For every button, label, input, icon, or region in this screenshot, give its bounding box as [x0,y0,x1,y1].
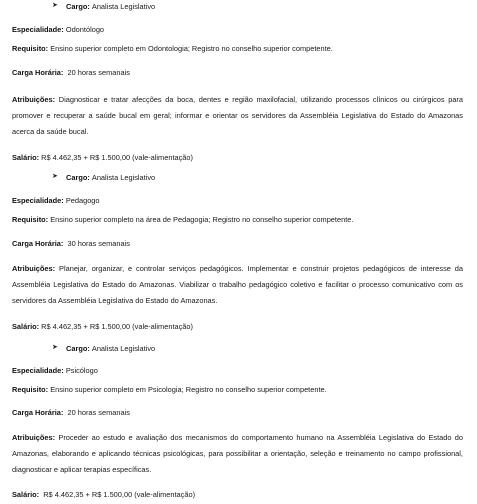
carga-label: Carga Horária: [12,408,64,417]
carga-value: 30 horas semanais [67,239,130,248]
carga-line [12,408,463,417]
cargo-label: Cargo: [66,173,90,182]
cargo-heading [52,2,155,11]
salario-value: R$ 4.462,35 + R$ 1.500,00 (vale-alimentação) [41,153,193,162]
salario-line [12,322,463,331]
especialidade-value: Pedagogo [65,196,100,205]
cargo-value: Analista Legislativo [91,2,156,11]
cargo-heading [52,344,155,353]
atribuicoes-paragraph [12,430,463,478]
atribuicoes-value: Planejar, organizar, e controlar serviços pedagógicos. Implementar e construir projetos pedagógicos de interesse da Assembléia Legislativa do Estado do Amazonas. Viabilizar o trabalho pedagógico coletivo e facilitar o processo comunicativo com os servidores da Assembléia Legislativa do Estado do Amazonas. [12,264,463,305]
cargo-label: Cargo: [66,344,90,353]
requisito-label: Requisito: [12,44,49,53]
requisito-value: Ensino superior completo em Odontologia; Registro no conselho superior competente. [50,44,333,53]
arrowhead-bullet-icon: ➤ [52,2,58,10]
requisito-line [12,215,463,224]
atribuicoes-label: Atribuições: [12,264,56,273]
cargo-value: Analista Legislativo [91,173,156,182]
arrowhead-bullet-icon: ➤ [52,173,58,181]
especialidade-line [12,25,463,34]
especialidade-value: Odontólogo [65,25,105,34]
carga-label: Carga Horária: [12,239,64,248]
carga-value: 20 horas semanais [67,68,130,77]
salario-label: Salário: [12,322,40,331]
carga-line [12,68,463,77]
salario-label: Salário: [12,490,40,499]
requisito-label: Requisito: [12,215,49,224]
atribuicoes-value: Proceder ao estudo e avaliação dos mecanismos do comportamento humano na Assembléia Legislativa do Estado do Amazonas, elaborando e aplicando técnicas psicológicas, para possibilitar a orientação, seleção e treinamento no campo profissional, diagnosticar e aplicar terapias específicas. [12,433,463,474]
salario-line [12,153,463,162]
especialidade-label: Especialidade: [12,196,64,205]
cargo-label: Cargo: [66,2,90,11]
arrowhead-bullet-icon: ➤ [52,344,58,352]
requisito-line [12,385,463,394]
requisito-value: Ensino superior completo na área de Pedagogia; Registro no conselho superior competente. [50,215,354,224]
atribuicoes-value: Diagnosticar e tratar afecções da boca, dentes e região maxilofacial, utilizando processos clínicos ou cirúrgicos para promover e recuperar a saúde bucal em geral; informar e orientar os servidores da Assembléia Legislativa do Estado do Amazonas acerca da saúde bucal. [12,95,463,136]
especialidade-value: Psicólogo [65,366,98,375]
atribuicoes-paragraph [12,261,463,309]
carga-line [12,239,463,248]
salario-label: Salário: [12,153,40,162]
requisito-value: Ensino superior completo em Psicologia; Registro no conselho superior competente. [50,385,327,394]
salario-line [12,490,463,499]
especialidade-line [12,196,463,205]
atribuicoes-paragraph [12,92,463,140]
salario-value: R$ 4.462,35 + R$ 1.500,00 (vale-alimentação) [41,322,193,331]
requisito-label: Requisito: [12,385,49,394]
carga-label: Carga Horária: [12,68,64,77]
especialidade-line [12,366,463,375]
cargo-heading [52,173,155,182]
atribuicoes-label: Atribuições: [12,95,56,104]
especialidade-label: Especialidade: [12,366,64,375]
salario-value: R$ 4.462,35 + R$ 1.500,00 (vale-alimentação) [43,490,196,499]
requisito-line [12,44,463,53]
carga-value: 20 horas semanais [67,408,130,417]
especialidade-label: Especialidade: [12,25,64,34]
atribuicoes-label: Atribuições: [12,433,56,442]
cargo-value: Analista Legislativo [91,344,156,353]
